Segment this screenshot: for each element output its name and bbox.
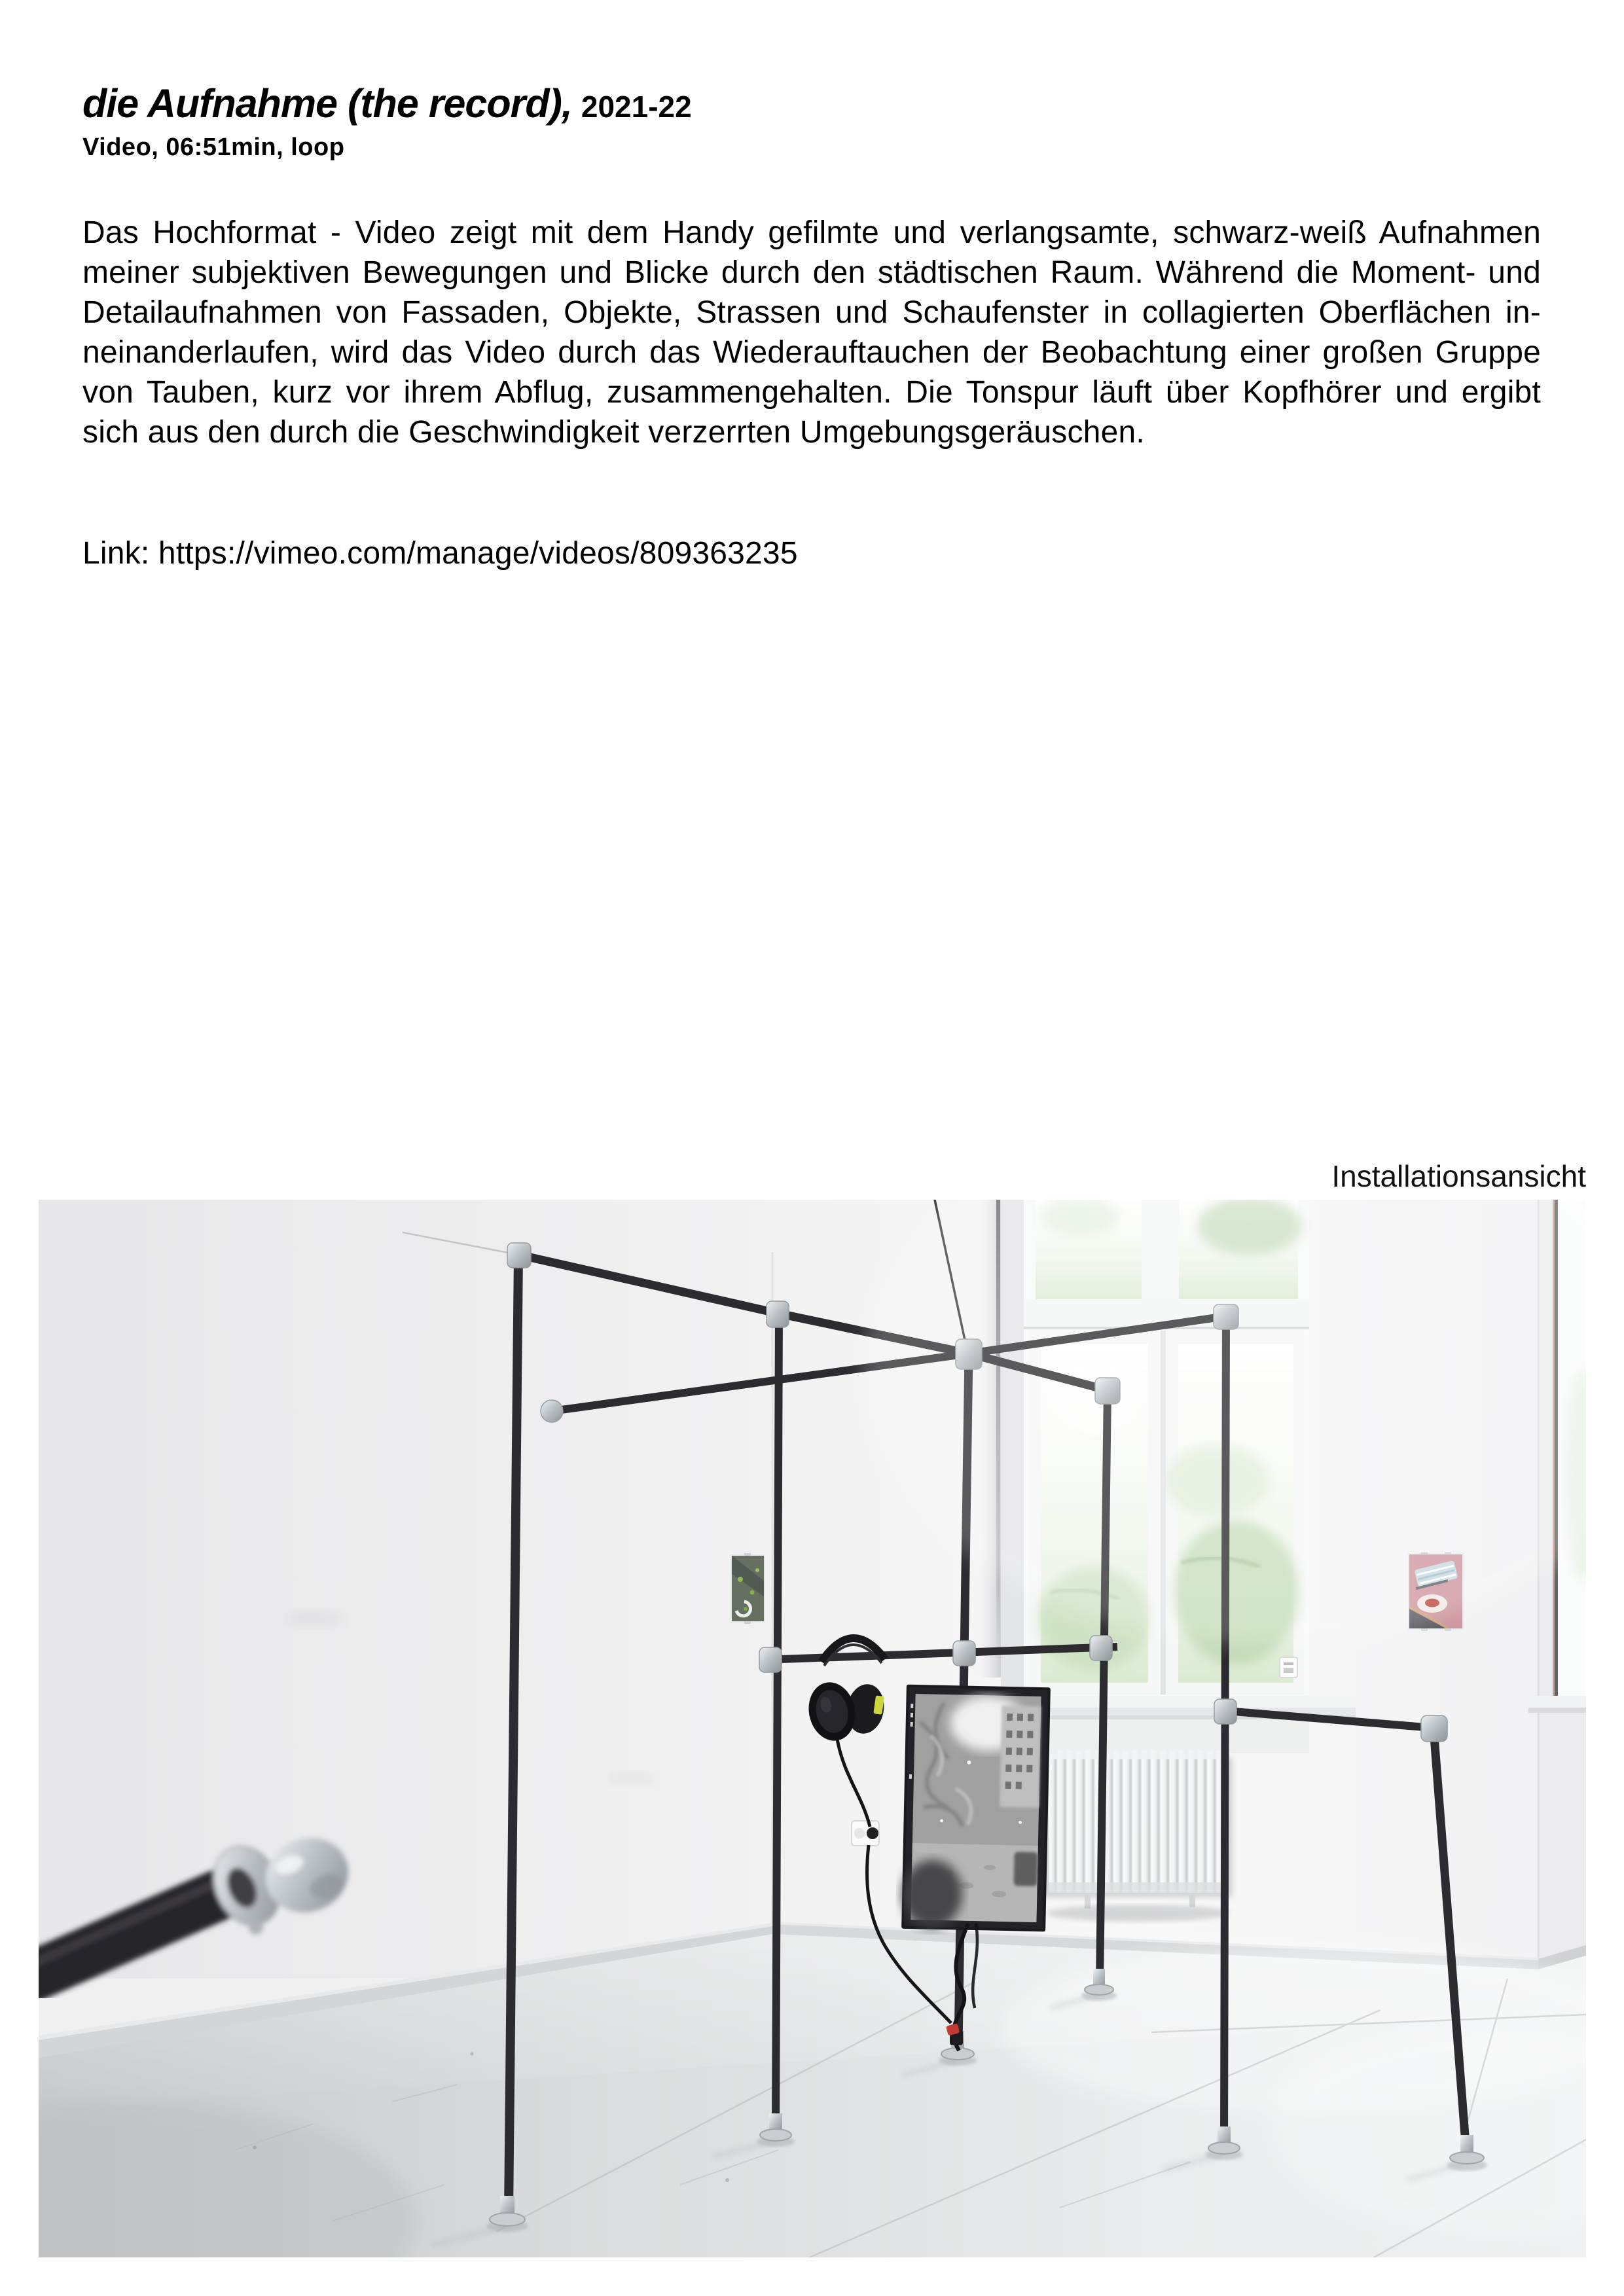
description-line: Detailaufnahmen von Fassaden, Objekte, Strassen und Schaufenster in collagierten Oberflächen in- (82, 295, 1541, 330)
description-line: von Tauben, kurz vor ihrem Abflug, zusammengehalten. Die Tonspur läuft über Kopfhörer und ergibt (82, 375, 1541, 410)
description-line: meiner subjektiven Bewegungen und Blicke durch den städtischen Raum. Während die Moment- und (82, 255, 1541, 290)
artwork-medium: Video, 06:51min, loop (82, 134, 345, 161)
screen-image (901, 1694, 1041, 1930)
artwork-description (82, 213, 1541, 452)
wall-print-left (731, 1553, 765, 1624)
photo-caption: Installationsansicht (1331, 1159, 1586, 1193)
post-mid-left (776, 1314, 779, 2129)
power-outlet (852, 1821, 879, 1846)
artwork-title: die Aufnahme (the record), (82, 81, 572, 126)
artwork-year: 2021-22 (581, 90, 692, 124)
video-screen (901, 1685, 1051, 1932)
floor (39, 1934, 1586, 2257)
radiator (1043, 1750, 1233, 1922)
vimeo-link[interactable]: Link: https://vimeo.com/manage/videos/809363235 (82, 536, 798, 571)
page-title (82, 81, 692, 126)
description-line: Das Hochformat - Video zeigt mit dem Handy gefilmte und verlangsamte, schwarz-weiß Aufnahmen (82, 215, 1541, 250)
installation-photo (39, 1200, 1586, 2257)
description-line: sich aus den durch die Geschwindigkeit verzerrten Umgebungsgeräuschen. (82, 415, 1145, 450)
description-line: neinanderlaufen, wird das Video durch das Wiederauftauchen der Beobachtung einer großen Gruppe (82, 335, 1541, 370)
window-handle (1280, 1657, 1297, 1677)
